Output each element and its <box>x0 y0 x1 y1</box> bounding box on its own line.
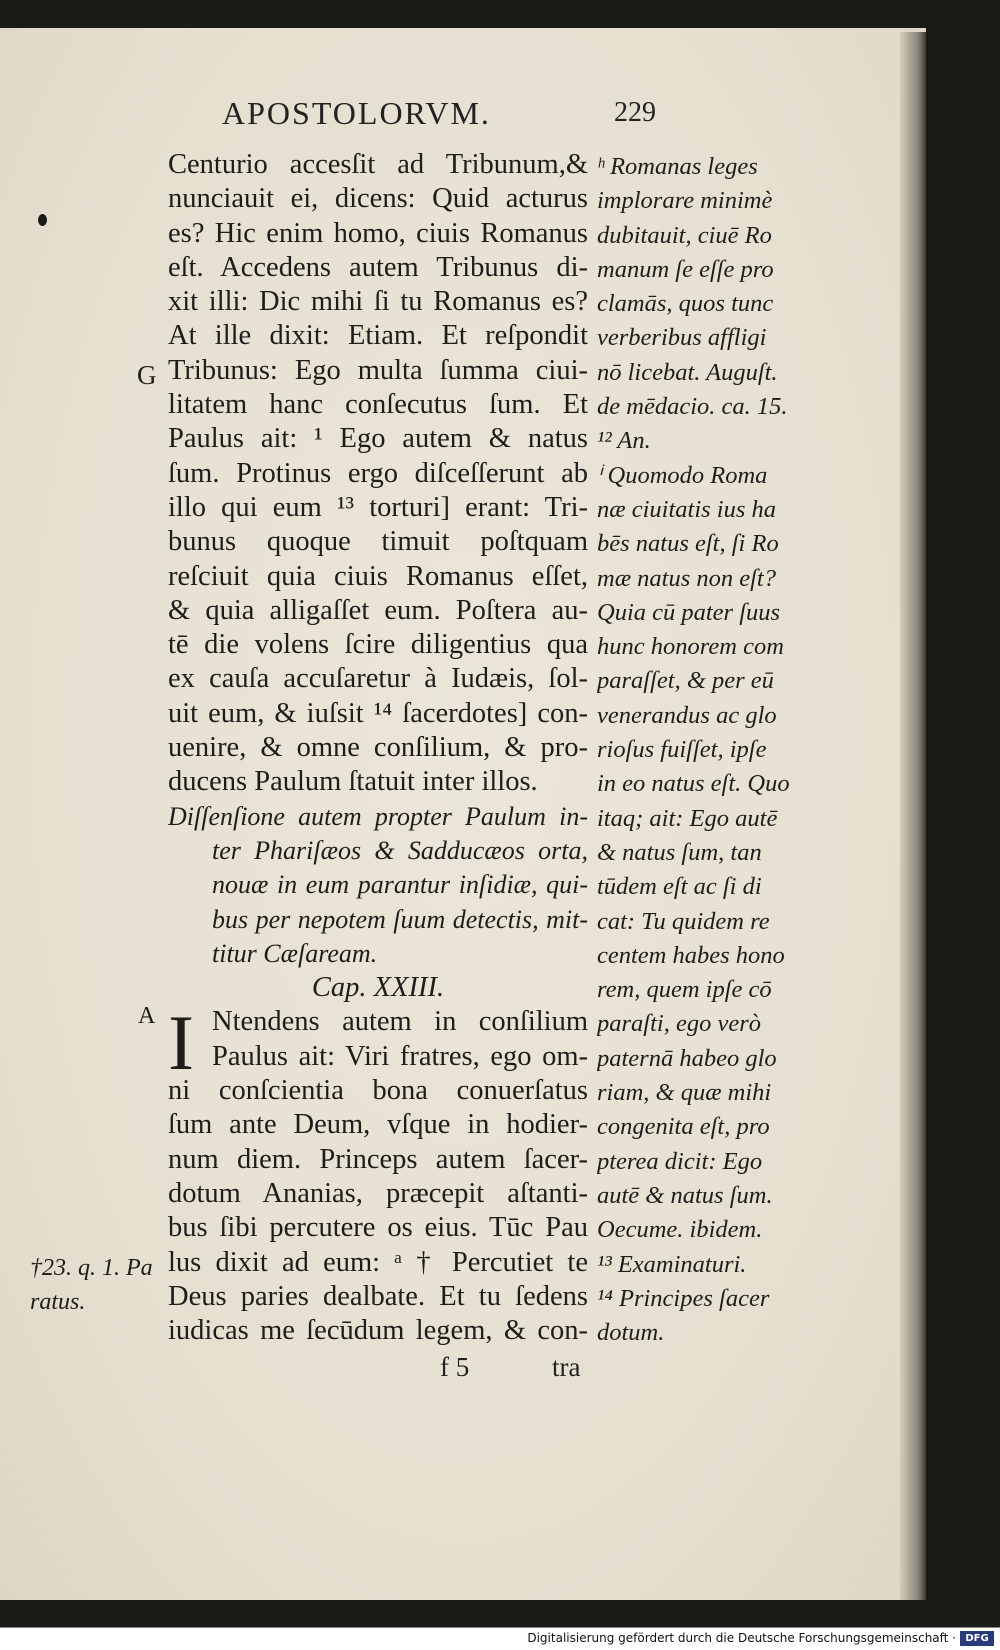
margin-letter-a: A <box>138 1003 156 1029</box>
gloss-line: paraſti, ego verò <box>597 1010 761 1038</box>
chapter-line: Deus paries dealbate. Et tu ſedens <box>168 1280 588 1312</box>
gloss-line: mæ natus non eſt? <box>597 564 776 592</box>
gloss-line: ¹³ Examinaturi. <box>597 1250 747 1278</box>
chapter-line: Paulus ait: Viri fratres, ego om- <box>212 1040 588 1072</box>
text-line: ducens Paulum ſtatuit inter illos. <box>168 766 538 798</box>
text-line: ex cauſa accuſaretur à Iudæis, ſol- <box>168 663 588 695</box>
chapter-line: ſum ante Deum, vſque in hodier- <box>168 1109 588 1141</box>
gloss-line: autē & natus ſum. <box>597 1181 773 1209</box>
ink-spot <box>38 214 47 226</box>
page-number: 229 <box>614 97 656 128</box>
chapter-line: iudicas me ſecūdum legem, & con- <box>168 1315 588 1347</box>
margin-reference: ratus. <box>30 1289 86 1315</box>
text-line: es? Hic enim homo, ciuis Romanus <box>168 217 588 249</box>
gloss-line: in eo natus eſt. Quo <box>597 770 790 798</box>
text-line: xit illi: Dic mihi ſi tu Romanus es? <box>168 286 588 318</box>
gloss-line: pterea dicit: Ego <box>597 1147 763 1175</box>
text-line: uit eum, & iuſsit ¹⁴ ſacerdotes] con- <box>168 697 588 729</box>
page-edge <box>900 32 926 1600</box>
text-line: ſum. Protinus ergo diſceſſerunt ab <box>168 457 588 489</box>
chapter-line: ni conſcientia bona conuerſatus <box>168 1075 588 1107</box>
summary-line: bus per nepotem ſuum detectis, mit- <box>212 904 588 934</box>
gloss-line: paraſſet, & per eū <box>597 667 774 695</box>
text-line: illo qui eum ¹³ torturi] erant: Tri- <box>168 491 588 523</box>
gloss-line: dotum. <box>597 1319 665 1347</box>
text-line: nunciauit ei, dicens: Quid acturus <box>168 183 588 215</box>
margin-gloss-column <box>597 150 807 1350</box>
gloss-line: tūdem eſt ac ſi di <box>597 873 762 901</box>
summary-line: Diſſenſione autem propter Paulum in- <box>168 801 588 831</box>
gloss-line: ¹² An. <box>597 427 651 455</box>
text-line: At ille dixit: Etiam. Et reſpondit <box>168 320 588 352</box>
summary-line: titur Cæſaream. <box>212 938 378 968</box>
summary-line: ter Phariſæos & Sadducæos orta, <box>212 835 588 865</box>
gloss-line: hunc honorem com <box>597 633 784 661</box>
text-line: tē die volens ſcire diligentius qua <box>168 629 588 661</box>
text-line: Tribunus: Ego multa ſumma ciui- <box>168 354 588 386</box>
text-line: bunus quoque timuit poſtquam <box>168 526 588 558</box>
gloss-line: nō licebat. Auguſt. <box>597 358 778 386</box>
margin-letter-g: G <box>137 360 157 390</box>
gloss-line: ⁱ Quomodo Roma <box>597 461 768 489</box>
gloss-line: congenita eſt, pro <box>597 1113 770 1141</box>
gloss-line: venerandus ac glo <box>597 701 777 729</box>
chapter-line: lus dixit ad eum: ᵃ † Percutiet te <box>168 1246 588 1278</box>
text-line: Paulus ait: ¹ Ego autem & natus <box>168 423 588 455</box>
text-line: uenire, & omne conſilium, & pro- <box>168 732 588 764</box>
gloss-line: cat: Tu quidem re <box>597 907 770 935</box>
gloss-line: næ ciuitatis ius ha <box>597 495 777 523</box>
chapter-heading: Cap. XXIII. <box>311 972 445 1004</box>
chapter-line: bus ſibi percutere os eius. Tūc Pau <box>168 1212 588 1244</box>
gloss-line: rioſus fuiſſet, ipſe <box>597 736 767 764</box>
chapter-line: Ntendens autem in conſilium <box>212 1006 588 1038</box>
text-line: reſciuit quia ciuis Romanus eſſet, <box>168 560 588 592</box>
chapter-line: num diem. Princeps autem ſacer- <box>168 1143 588 1175</box>
main-text-column <box>168 148 588 1348</box>
text-line: eſt. Accedens autem Tribunus di- <box>168 251 588 283</box>
gloss-line: de mēdacio. ca. 15. <box>597 393 788 421</box>
text-line: litatem hanc conſecutus ſum. Et <box>168 389 588 421</box>
gloss-line: paternā habeo glo <box>597 1044 777 1072</box>
margin-reference: †23. q. 1. Pa <box>30 1255 153 1281</box>
digitization-banner <box>0 1627 1000 1650</box>
chapter-line: dotum Ananias, præcepit aſtanti- <box>168 1177 588 1209</box>
text-line: & quia alligaſſet eum. Poſtera au- <box>168 594 588 626</box>
page-header <box>222 95 662 145</box>
running-title: APOSTOLORVM. <box>222 95 491 131</box>
gloss-line: & natus ſum, tan <box>597 838 762 866</box>
summary-line: nouæ in eum parantur inſidiæ, qui- <box>212 870 588 900</box>
text-line: Centurio accesſit ad Tribunum,& <box>168 149 588 180</box>
gloss-line: verberibus affligi <box>597 324 767 352</box>
gloss-line: clamās, quos tunc <box>597 290 774 318</box>
gloss-line: implorare minimè <box>597 187 773 215</box>
catchword: tra <box>552 1352 581 1382</box>
funding-notice: Digitalisierung gefördert durch die Deutsche Forschungsgemeinschaft · <box>527 1631 956 1645</box>
gloss-line: centem habes hono <box>597 941 785 969</box>
gloss-line: rem, quem ipſe cō <box>597 976 772 1004</box>
gloss-line: ¹⁴ Principes ſacer <box>597 1284 770 1312</box>
drop-cap: I <box>168 999 194 1086</box>
gloss-line: Oecume. ibidem. <box>597 1216 763 1244</box>
gloss-line: manum ſe eſſe pro <box>597 255 774 283</box>
gloss-line: bēs natus eſt, ſi Ro <box>597 530 779 558</box>
signature-mark: f 5 <box>440 1352 470 1382</box>
gloss-line: riam, & quæ mihi <box>597 1079 772 1107</box>
gloss-line: ʰ Romanas leges <box>597 153 758 180</box>
gloss-line: Quia cū pater ſuus <box>597 598 781 626</box>
dfg-logo: DFG <box>960 1631 994 1646</box>
gloss-line: itaq; ait: Ego autē <box>597 804 778 832</box>
gloss-line: dubitauit, ciuē Ro <box>597 221 772 249</box>
